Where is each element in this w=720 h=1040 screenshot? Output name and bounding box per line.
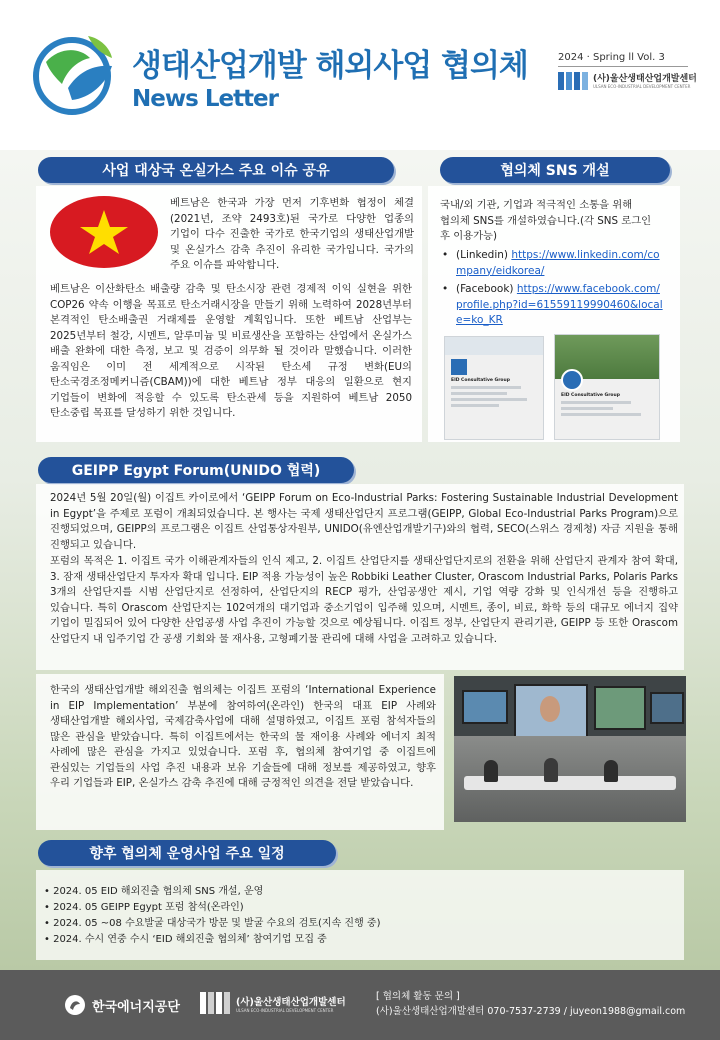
vietnam-flag [50, 196, 158, 268]
section4-heading: 향후 협의체 운영사업 주요 일정 [38, 840, 336, 866]
section1-intro: 베트남은 한국과 가장 먼저 기후변화 협정이 체결(2021년, 조약 2493호)된 국가로 다양한 업종의 기업이 다수 진출한 국가로 한국기업의 생태산업개발 및 온실가스 감축 추진이 유리한 국가입니다. 국가의 주요 이슈를 파악합니다. [170, 197, 414, 271]
kea-mark-icon [64, 994, 86, 1016]
linkedin-screenshot [444, 336, 544, 440]
forum-conference-photo [454, 676, 686, 822]
newsletter-title: 생태산업개발 해외사업 협의체 [132, 48, 528, 84]
footer-org-sub: ULSAN ECO-INDUSTRIAL DEVELOPMENT CENTER [236, 1007, 334, 1013]
facebook-link[interactable]: https://www.facebook.com/profile.php?id=61559119990460&locale=ko_KR [456, 283, 663, 326]
facebook-screenshot [554, 334, 660, 440]
contact-label: [ 협의체 활동 문의 ] [376, 991, 460, 1002]
schedule-item: • 2024. 05 EID 해외진출 협의체 SNS 개설, 운영 [44, 884, 380, 900]
contact-info[interactable]: (사)울산생태산업개발센터 070-7537-2739 / juyeon1988@gmail.com [376, 1006, 686, 1017]
linkedin-link[interactable]: https://www.linkedin.com/company/eidkorea/ [456, 249, 660, 277]
linkedin-banner [445, 337, 543, 355]
udic-mark-icon [558, 72, 588, 90]
linkedin-text-line [451, 404, 499, 407]
sns-item-facebook [440, 282, 664, 329]
section1-heading: 사업 대상국 온실가스 주요 이슈 공유 [38, 157, 394, 183]
section2-heading: 협의체 SNS 개설 [440, 157, 670, 183]
facebook-text-line [561, 407, 613, 410]
conference-screen-left [462, 690, 508, 724]
section2-intro: 국내/외 기관, 기업과 적극적인 소통을 위해 협의체 SNS를 개설하였습니다.(각 SNS 로그인 후 이용가능) [440, 199, 652, 242]
header-org-name: (사)울산생태산업개발센터 [593, 73, 697, 84]
sns-linkedin-prefix: (Linkedin) [456, 249, 512, 261]
header-org-sub: ULSAN ECO-INDUSTRIAL DEVELOPMENT CENTER [593, 83, 691, 89]
kea-logo [64, 994, 180, 1016]
issue-label: 2024 · Spring ll Vol. 3 [558, 52, 688, 67]
section1-body: 베트남은 이산화탄소 배출량 감축 및 탄소시장 관련 경제적 이익 실현을 위한 COP26 약속 이행을 목표로 탄소거래시장을 만들기 위해 노력하여 2028년부터 본격적인 탄소배출권 거래제를 운영할 계획입니다. 또한 베트남 산업부는 2025년부터 철강, 시멘트, 알루미늄 및 비료생산을 포함하는 산업에서 온실가스 배출 완화에 대한 측정, 보고 및 검증이 의무화 될 것이라 말했습니다. 이러한 움직임은 이미 전 세계적으로 시작된 탄소세 규정 변화(EU의 탄소국경조정메커니즘(CBAM))에 대한 베트남 정부 대응의 일환으로 현지 기업들이 변화에 적응할 수 있도록 탄소관세 등을 지원하여 베트남 2050 탄소중립 목표를 달성하기 위한 것입니다. [50, 283, 412, 419]
sns-facebook-prefix: (Facebook) [456, 283, 517, 295]
kea-name: 한국에너지공단 [92, 999, 180, 1015]
footer-contact [376, 989, 685, 1019]
globe-leaf-logo-icon [28, 28, 120, 120]
subtitle-news: News [132, 86, 198, 112]
linkedin-text-line [451, 386, 521, 389]
conference-screen-main [514, 684, 588, 738]
linkedin-logo-icon [451, 359, 467, 375]
speaker-face [540, 696, 560, 722]
footer-org-name: (사)울산생태산업개발센터 [236, 996, 346, 1008]
section3-p3: 한국의 생태산업개발 해외진출 협의체는 이집트 포럼의 ‘International Experience in EIP Implementation’ 부분에 참여하여(온라인) 한국의 대표 EIP 사례와 생태산업개발 해외사업, 국제감축사업에 대해 설명하였고, 이집트 포럼 참석자들의 많은 관심을 받았습니다. 특히 이집트에서는 한국의 물 재이용 사례와 에너지 최적 사례에 많은 관심을 가지고 있었습니다. 포럼 후, 협의체 참여기업 중 이집트에 관심있는 기업들의 사업 추진 내용과 보유 기술들에 대해 정보를 제공하였고, 향후 우리 기업들과 EIP, 온실가스 감축 추진에 대해 긍정적인 의견을 전달 받았습니다. [50, 684, 436, 789]
sns-item-linkedin [440, 248, 664, 279]
flag-star-icon [50, 196, 158, 268]
linkedin-page-title: EID Consultative Group [451, 378, 510, 383]
conference-screen-right [594, 686, 646, 730]
audience-person [544, 758, 558, 782]
newsletter-subtitle [132, 86, 278, 112]
schedule-item: • 2024. 수시 연중 수시 ‘EID 해외진출 협의체’ 참여기업 모집 중 [44, 932, 380, 948]
footer-udic-mark-icon [200, 992, 230, 1014]
section3-heading: GEIPP Egypt Forum(UNIDO 협력) [38, 457, 354, 483]
facebook-text-line [561, 401, 631, 404]
section3-p1: 2024년 5월 20일(월) 이집트 카이로에서 ‘GEIPP Forum on Eco-Industrial Parks: Fostering Sustainable Industrial Development in Egypt’을 주제로 포럼이 개최되었습니다. 본 행사는 국제 생태산업단지 프로그램(GEIPP, Global Eco-Industrial Parks Program)으로 진행되었으며, GEIPP의 프로그램은 이집트 산업통상자원부, UNIDO(유엔산업개발기구)와의 협력, SECO(스위스 경제청) 자금 지원을 통해 진행되고 있습니다. [50, 492, 678, 551]
schedule-list [44, 884, 380, 948]
schedule-item: • 2024. 05 ~08 수요발굴 대상국가 방문 및 발굴 수요의 검토(지속 진행 중) [44, 916, 380, 932]
header-org-logo [558, 72, 697, 90]
conference-screen-far-right [650, 692, 684, 724]
audience-person [604, 760, 618, 782]
sns-list [440, 248, 664, 332]
footer-org-logo [200, 992, 346, 1014]
audience-person [484, 760, 498, 782]
schedule-item: • 2024. 05 GEIPP Egypt 포럼 참석(온라인) [44, 900, 380, 916]
section3-p2: 포럼의 목적은 1. 이집트 국가 이해관계자들의 인식 제고, 2. 이집트 산업단지를 생태산업단지로의 전환을 위해 산업단지 관계자 참여 확대, 3. 잠재 생태산업단지 투자자 확대 입니다. EIP 적용 가능성이 높은 Robbiki Leather Cluster, Orascom Industrial Parks, Polaris Parks 3개의 산업단지를 시범 산업단지로 선정하여, 산업단지의 RECP 평가, 산업공생안 제시, 기업 역량 강화 및 인식개선 등을 진행하고 있습니다. 특히 Orascom 산업단지는 102여개의 대기업과 중소기업이 입주해 있으며, 시멘트, 종이, 비료, 화학 등의 대규모 에너지 집약 기업이 밀집되어 있어 다양한 산업공생 사업 추진이 가능할 것으로 예상됩니다. 이집트 정부, 산업단지 관리기관, GEIPP 등 또한 Orascom 산업단지 내 입주기업 간 공생 기회와 물 재사용, 고형폐기물 관리에 대해 사업을 고려하고 있습니다. [50, 555, 678, 645]
linkedin-text-line [451, 398, 527, 401]
facebook-page-title: EID Consultative Group [561, 393, 620, 398]
subtitle-letter: Letter [204, 86, 278, 112]
facebook-text-line [561, 413, 641, 416]
linkedin-text-line [451, 392, 507, 395]
facebook-avatar [561, 369, 583, 391]
